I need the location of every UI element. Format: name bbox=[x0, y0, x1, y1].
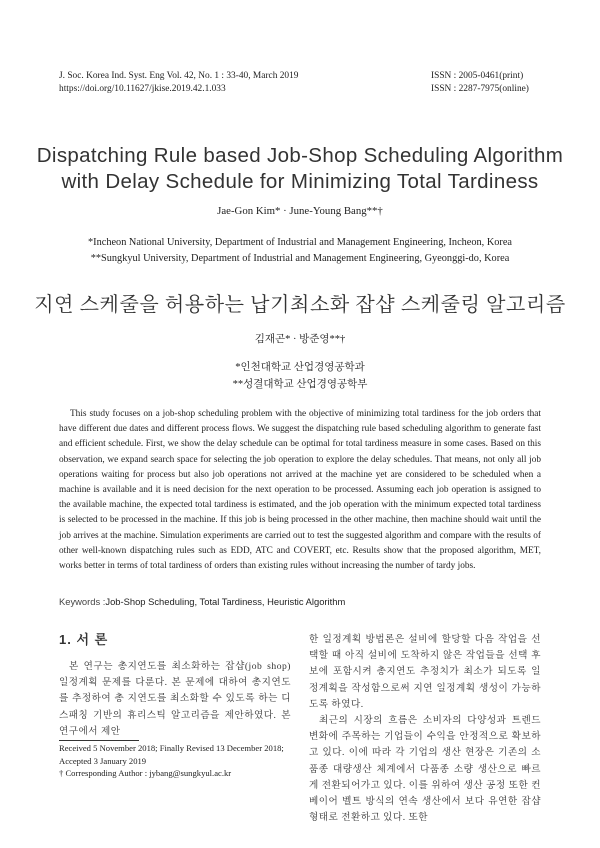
intro-paragraph-right-2: 최근의 시장의 흐름은 소비자의 다양성과 트렌드 변화에 주목하는 기업들이 수익을 안정적으로 확보하고 있다. 이에 따라 각 기업의 생산 현장은 기존의 소품종 대량생산 체계에서 다품종 소량 생산으로 빠르게 전환되어가고 있다. 이를 위하여 생산 공정 또한 컨베이어 벨트 방식의 연속 생산에서 보다 유연한 잡샵 형태로 전환하고 있다. 또한 bbox=[309, 715, 541, 824]
issn-print: ISSN : 2005-0461(print) bbox=[431, 71, 524, 81]
abstract: This study focuses on a job-shop scheduling problem with the objective of minimizing total tardiness for the job orders that have different due dates and different process flows. We suggest the dispatching rule based scheduling algorithm to generate fast and efficient schedule. First, we show the delay schedule can be optimal for total tardiness measure in some cases. Based on this observation, we expand search space for selecting the job operation to explore the delay schedules. That means, not only all job operations waiting for process but also job operations not arrived at the machine yet are considered to be scheduled when a machine is available and it is need decision for the next operation to be processed. Assuming each job operation is assigned to the available machine, the expected total tardiness is estimated, and the job operation with the minimum expected total tardiness is selected to be processed in the machine. If this job is being processed in the other machine, then machine should wait until the job arrives at the machine. Simulation experiments are carried out to test the suggested algorithm and compare with the results of other well-known dispatching rules such as EDD, ATC and COVERT, etc. Results show that the proposed algorithm, MET, works better in terms of total tardiness of orders than existing rules without increasing the number of tardy jobs. bbox=[59, 409, 541, 572]
title-en-line2: with Delay Schedule for Minimizing Total Tardiness bbox=[61, 170, 539, 193]
received-date: Received 5 November 2018; Finally Revised 13 December 2018; bbox=[59, 743, 284, 753]
affiliation-en-1: *Incheon National University, Department of Industrial and Management Engineering, Incheon, Korea bbox=[88, 237, 512, 248]
affiliation-ko-1: *인천대학교 산업경영공학과 bbox=[235, 362, 365, 373]
doi-link[interactable]: https://doi.org/10.11627/jkise.2019.42.1.033 bbox=[59, 84, 226, 94]
accepted-date: Accepted 3 January 2019 bbox=[59, 755, 147, 766]
corresponding-author: † Corresponding Author : jybang@sungkyul.ac.kr bbox=[59, 768, 232, 778]
keywords-text: Job-Shop Scheduling, Total Tardiness, Heuristic Algorithm bbox=[105, 596, 346, 607]
left-column-body bbox=[59, 659, 291, 740]
keywords-label: Keywords : bbox=[59, 596, 106, 607]
title-en-line1: Dispatching Rule based Job-Shop Scheduling Algorithm bbox=[36, 144, 564, 167]
journal-citation: J. Soc. Korea Ind. Syst. Eng Vol. 42, No. 1 : 33-40, March 2019 bbox=[59, 71, 299, 81]
journal-header bbox=[59, 70, 298, 96]
affiliations-korean bbox=[0, 359, 600, 393]
intro-paragraph-left: 본 연구는 총지연도를 최소화하는 잡샵(job shop) 일정계획 문제를 다룬다. 본 문제에 대하여 총지연도를 추정하여 총 지연도를 최소화할 수 있도록 하는 디스패칭 기반의 휴리스틱 알고리즘을 제안하였다. 본 연구에서 제안 bbox=[59, 661, 291, 737]
issn-online: ISSN : 2287-7975(online) bbox=[431, 84, 529, 94]
affiliations-english bbox=[0, 235, 600, 266]
authors-korean: 김재곤* · 방준영**† bbox=[254, 334, 346, 345]
paper-title-english bbox=[0, 143, 600, 195]
intro-paragraph-right-1: 한 일정계획 방법론은 설비에 할당할 다음 작업을 선택할 때 아직 설비에 도착하지 않은 작업들을 선택 후보에 포함시켜 총지연도 추정치가 최소가 되도록 일정계획을 작성함으로써 지연 일정계획 생성이 가능하도록 하였다. bbox=[309, 634, 541, 710]
paper-title-korean: 지연 스케줄을 허용하는 납기최소화 잡샵 스케줄링 알고리즘 bbox=[34, 294, 566, 316]
issn-block bbox=[431, 70, 529, 96]
keywords bbox=[59, 596, 345, 607]
affiliation-en-2: **Sungkyul University, Department of Industrial and Management Engineering, Gyeonggi-do, Korea bbox=[90, 252, 510, 264]
section-heading-introduction: 1. 서 론 bbox=[59, 632, 109, 647]
affiliation-ko-2: **성결대학교 산업경영공학부 bbox=[232, 379, 368, 390]
footnote-divider bbox=[59, 740, 139, 741]
right-column-body bbox=[309, 632, 541, 826]
authors-english: Jae-Gon Kim* · June-Young Bang**† bbox=[217, 205, 383, 217]
footnotes bbox=[59, 742, 291, 780]
